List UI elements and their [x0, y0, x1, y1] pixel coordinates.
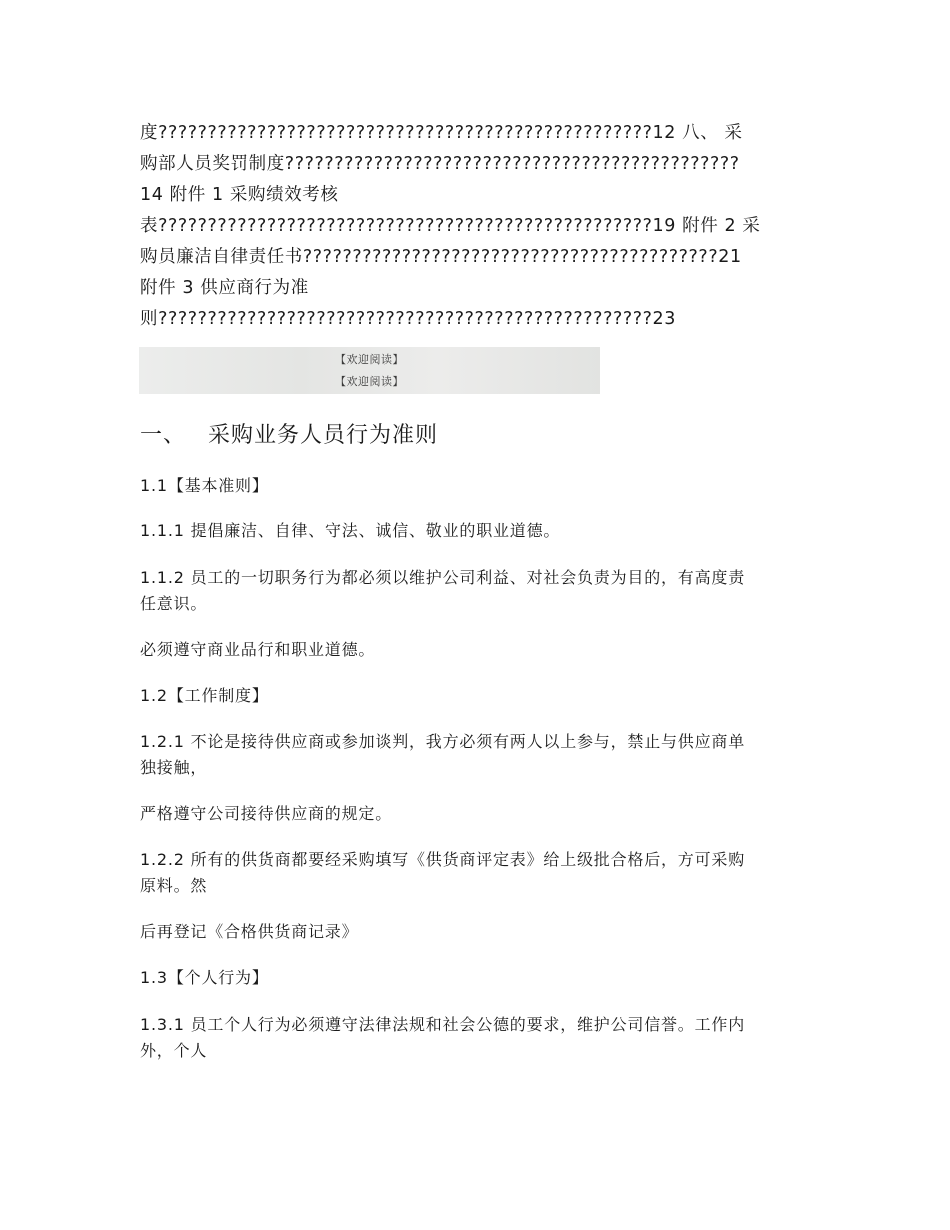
toc-line: 购员廉洁自律责任书??????????????????????????????????????????21 — [140, 247, 742, 267]
paragraph — [140, 847, 800, 899]
toc-line: 购部人员奖罚制度?????????????????????????????????????????????? — [140, 154, 740, 174]
section-number: 一、 — [140, 423, 187, 448]
paragraph — [140, 801, 800, 827]
paragraph-line: 1.2.1 不论是接待供应商或参加谈判，我方必须有两人以上参与，禁止与供应商单 — [140, 732, 745, 751]
paragraph-line: 后再登记《合格供货商记录》 — [140, 922, 359, 941]
paragraph-line: 1.1.2 员工的一切职务行为都必须以维护公司利益、对社会负责为目的，有高度责 — [140, 568, 745, 587]
section-title: 采购业务人员行为准则 — [208, 423, 439, 448]
paragraph-line: 1.2.2 所有的供货商都要经采购填写《供货商评定表》给上级批合格后，方可采购 — [140, 850, 745, 869]
paragraph — [140, 683, 800, 709]
paragraph-line: 1.2【工作制度】 — [140, 686, 269, 705]
paragraph — [140, 637, 800, 663]
paragraph — [140, 565, 800, 617]
paragraph-line: 外，个人 — [140, 1041, 208, 1060]
paragraph — [140, 919, 800, 945]
paragraph-line: 必须遵守商业品行和职业道德。 — [140, 640, 376, 659]
paragraph-line: 任意识。 — [140, 594, 208, 613]
paragraph — [140, 729, 800, 781]
paragraph — [140, 473, 800, 499]
toc-line: 14 附件 1 采购绩效考核 — [140, 185, 339, 205]
banner-text: 【欢迎阅读】 — [335, 353, 404, 366]
paragraph-line: 原料。然 — [140, 876, 208, 895]
paragraph — [140, 965, 800, 991]
paragraph — [140, 1012, 800, 1064]
toc-line: 附件 3 供应商行为准 — [140, 278, 309, 298]
paragraph-line: 1.1.1 提倡廉洁、自律、守法、诚信、敬业的职业道德。 — [140, 521, 561, 540]
toc-line: 表??????????????????????????????????????????????????19 附件 2 采 — [140, 216, 761, 236]
paragraph-line: 独接触， — [140, 758, 208, 777]
section-heading — [140, 421, 438, 451]
banner-text: 【欢迎阅读】 — [335, 375, 404, 388]
toc-line: 度??????????????????????????????????????????????????12 八、 采 — [140, 123, 743, 143]
paragraph-line: 严格遵守公司接待供应商的规定。 — [140, 804, 393, 823]
table-of-contents — [140, 118, 800, 335]
welcome-banner-image — [139, 347, 600, 394]
paragraph-line: 1.1【基本准则】 — [140, 476, 269, 495]
paragraph — [140, 518, 800, 544]
paragraph-line: 1.3【个人行为】 — [140, 968, 269, 987]
paragraph-line: 1.3.1 员工个人行为必须遵守法律法规和社会公德的要求，维护公司信誉。工作内 — [140, 1015, 745, 1034]
toc-line: 则??????????????????????????????????????????????????23 — [140, 309, 676, 329]
